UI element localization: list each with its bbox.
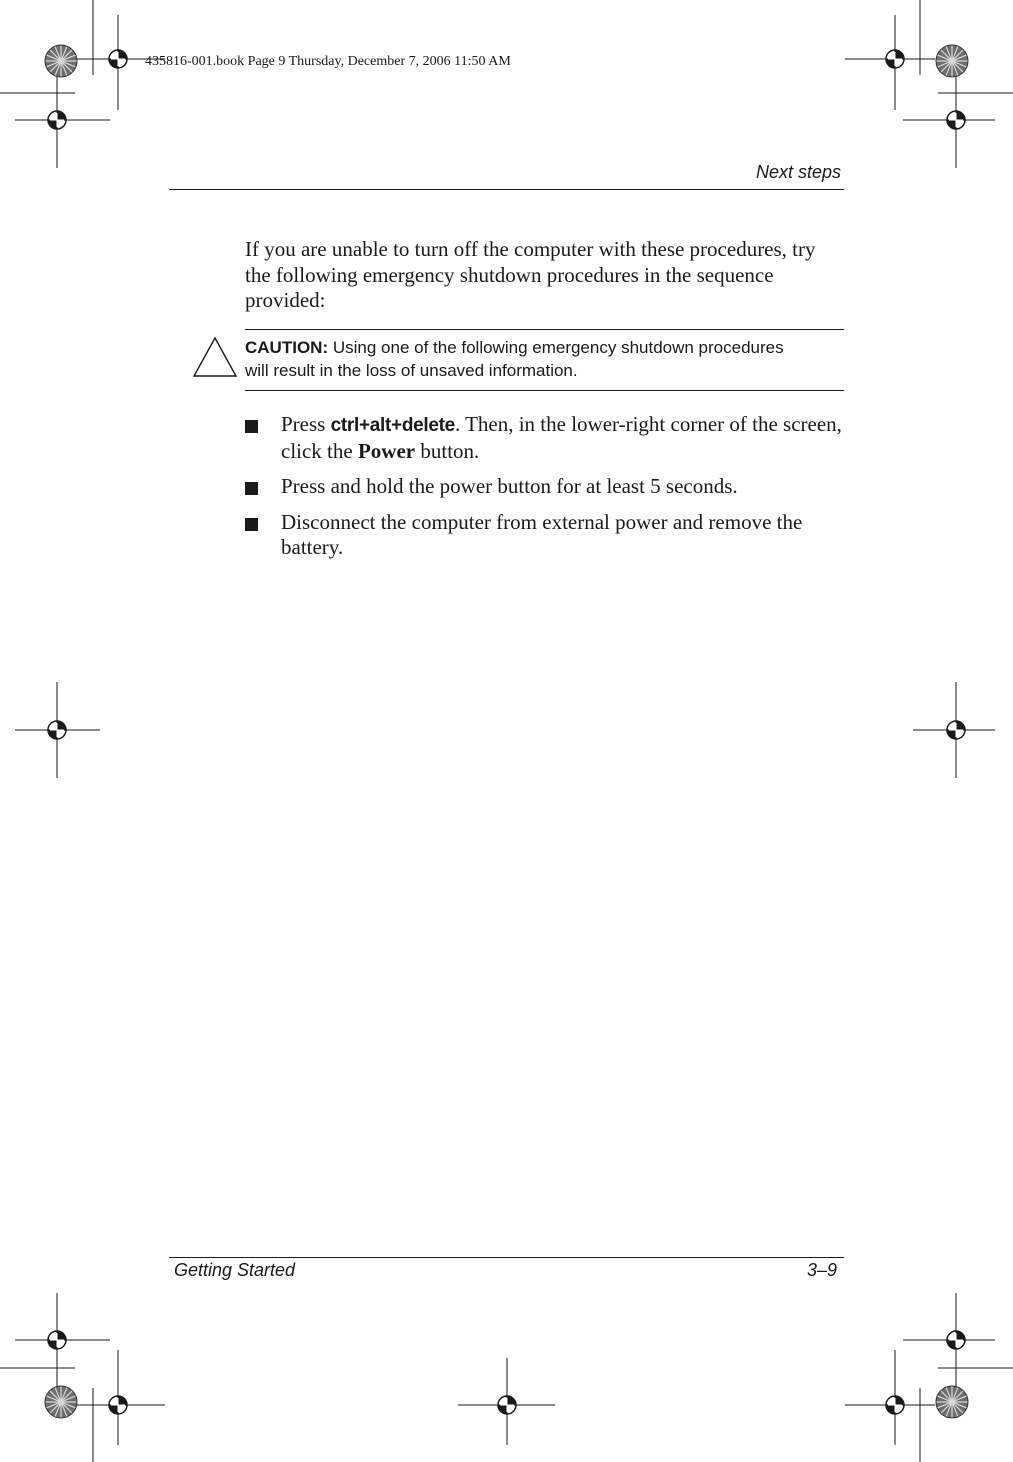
caution-label: CAUTION: [245,338,329,357]
power-label: Power [357,438,416,463]
caution-body: Using one of the following emergency shutdown procedures will result in the loss of unsaved information. [245,338,784,380]
running-head: Next steps [755,162,841,182]
footer-book-title: Getting Started [174,1260,296,1280]
caution-rule-top [245,329,844,330]
footer-rule [169,1257,844,1258]
intro-paragraph: If you are unable to turn off the computer with these procedures, try the following emergency shutdown procedures in the sequence provided: [245,237,816,312]
caution-rule-bottom [245,390,844,391]
list-item-text: Press [281,412,331,436]
list-item-text: Disconnect the computer from external power and remove the battery. [281,509,803,559]
list-item [245,412,845,464]
caution-triangle-icon [192,336,238,378]
list-item [245,510,845,561]
print-slug: 435816-001.book Page 9 Thursday, December 7, 2006 11:50 AM [145,54,511,69]
list-item-text: . Then, in the lower-right corner of the screen, click the [281,412,842,463]
caution-note [245,337,805,382]
bullet-square-icon [245,518,258,531]
bullet-square-icon [245,420,258,433]
list-item-text: Press and hold the power button for at least 5 seconds. [281,474,738,498]
bullet-square-icon [245,482,258,495]
key-combination: ctrl+alt+delete [330,415,455,436]
shutdown-procedure-list [245,412,845,571]
page-number: 3–9 [806,1260,837,1280]
header-rule [169,189,844,190]
list-item [245,474,845,500]
list-item-text: button. [415,438,480,463]
